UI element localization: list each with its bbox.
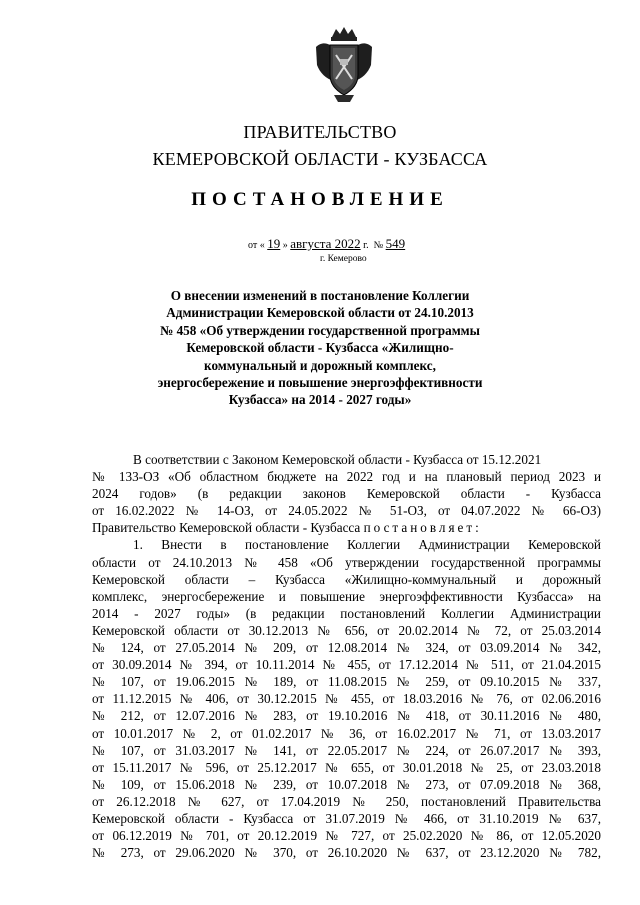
body-line: от 26.12.2018 № 627, от 17.04.2019 № 250, постановлений Правительства bbox=[92, 793, 601, 809]
body-line: № 133-ОЗ «Об областном бюджете на 2022 год и на плановый период 2023 и bbox=[92, 469, 601, 485]
body-line: Кемеровской области от 30.12.2013 № 656, от 20.02.2014 № 72, от 25.03.2014 bbox=[92, 622, 601, 638]
body-line: № 109, от 15.06.2018 № 239, от 10.07.2018 № 273, от 07.09.2018 № 368, bbox=[92, 776, 601, 792]
title-line: О внесении изменений в постановление Коллегии bbox=[170, 288, 470, 303]
date-month-year: августа 2022 bbox=[290, 236, 361, 251]
body-line: Кемеровской области - Кузбасса от 31.07.2019 № 466, от 31.10.2019 № 637, bbox=[92, 810, 601, 826]
body-line: от 30.09.2014 № 394, от 10.11.2014 № 455, от 17.12.2014 № 511, от 21.04.2015 bbox=[92, 657, 601, 673]
title-line: Кемеровской области - Кузбасса «Жилищно- bbox=[186, 340, 454, 356]
document-type-title: ПОСТАНОВЛЕНИЕ bbox=[191, 189, 449, 210]
title-line: энергосбережение и повышение энергоэффективности bbox=[157, 375, 483, 391]
body-line: 2024 годов» (в редакции законов Кемеровской области - Кузбасса bbox=[92, 486, 601, 502]
date-day: 19 bbox=[267, 236, 281, 251]
body-line: № 273, от 29.06.2020 № 370, от 26.10.2020 № 637, от 23.12.2020 № 782, bbox=[92, 845, 601, 861]
body-line: Кемеровской области – Кузбасса «Жилищно-коммунальный и дорожный bbox=[92, 571, 601, 587]
body-line: от 11.12.2015 № 406, от 30.12.2015 № 455, от 18.03.2016 № 76, от 02.06.2016 bbox=[92, 691, 601, 707]
body-line: 1. Внести в постановление Коллегии Администрации Кемеровской bbox=[133, 537, 601, 553]
government-name-line1: ПРАВИТЕЛЬСТВО bbox=[243, 122, 397, 142]
body-line: комплекс, энергосбережение и повышение энергоэффективности Кузбасса» на bbox=[92, 588, 601, 604]
body-line bbox=[92, 519, 601, 536]
coat-of-arms-icon bbox=[314, 25, 374, 105]
body-line: № 107, от 31.03.2017 № 141, от 22.05.2017 № 224, от 26.07.2017 № 393, bbox=[92, 742, 601, 758]
title-line: Кузбасса» на 2014 - 2027 годы» bbox=[228, 392, 412, 408]
title-line: Администрации Кемеровской области от 24.10.2013 bbox=[166, 305, 474, 321]
body-text: Правительство Кемеровской области - Кузбасса bbox=[92, 520, 361, 536]
date-close-quote: » bbox=[282, 240, 288, 251]
body-line: В соответствии с Законом Кемеровской области - Кузбасса от 15.12.2021 bbox=[133, 452, 542, 467]
government-name-line2: КЕМЕРОВСКОЙ ОБЛАСТИ - КУЗБАССА bbox=[152, 149, 488, 169]
body-line: от 16.02.2022 № 14-ОЗ, от 24.05.2022 № 51-ОЗ, от 04.07.2022 № 66-ОЗ) bbox=[92, 503, 601, 519]
body-line: № 124, от 27.05.2014 № 209, от 12.08.2014 № 324, от 03.09.2014 № 342, bbox=[92, 640, 601, 656]
document-number: 549 bbox=[385, 236, 406, 251]
number-sign: № bbox=[373, 240, 384, 251]
title-line: коммунальный и дорожный комплекс, bbox=[204, 357, 436, 373]
resolution-word: постановляет: bbox=[363, 520, 482, 536]
date-number-line bbox=[248, 236, 405, 252]
body-line: 2014 - 2027 годы» (в редакции постановлений Коллегии Администрации bbox=[92, 605, 601, 621]
body-line: № 212, от 12.07.2016 № 283, от 19.10.2016 № 418, от 30.11.2016 № 480, bbox=[92, 708, 601, 724]
body-line: области от 24.10.2013 № 458 «Об утверждении государственной программы bbox=[92, 554, 601, 570]
body-line: от 10.01.2017 № 2, от 01.02.2017 № 36, от 16.02.2017 № 71, от 13.03.2017 bbox=[92, 725, 601, 741]
date-prefix: от « bbox=[248, 240, 265, 251]
document-title bbox=[0, 287, 640, 409]
title-line: № 458 «Об утверждении государственной программы bbox=[160, 322, 480, 338]
year-suffix: г. bbox=[363, 240, 369, 251]
city-name: г. Кемерово bbox=[320, 254, 367, 264]
body-line: от 06.12.2019 № 701, от 20.12.2019 № 727, от 25.02.2020 № 86, от 12.05.2020 bbox=[92, 828, 601, 844]
body-line: № 107, от 19.06.2015 № 189, от 11.08.2015 № 259, от 09.10.2015 № 337, bbox=[92, 674, 601, 690]
document-body bbox=[92, 451, 601, 861]
body-line: от 15.11.2017 № 596, от 25.12.2017 № 655, от 30.01.2018 № 25, от 23.03.2018 bbox=[92, 759, 601, 775]
